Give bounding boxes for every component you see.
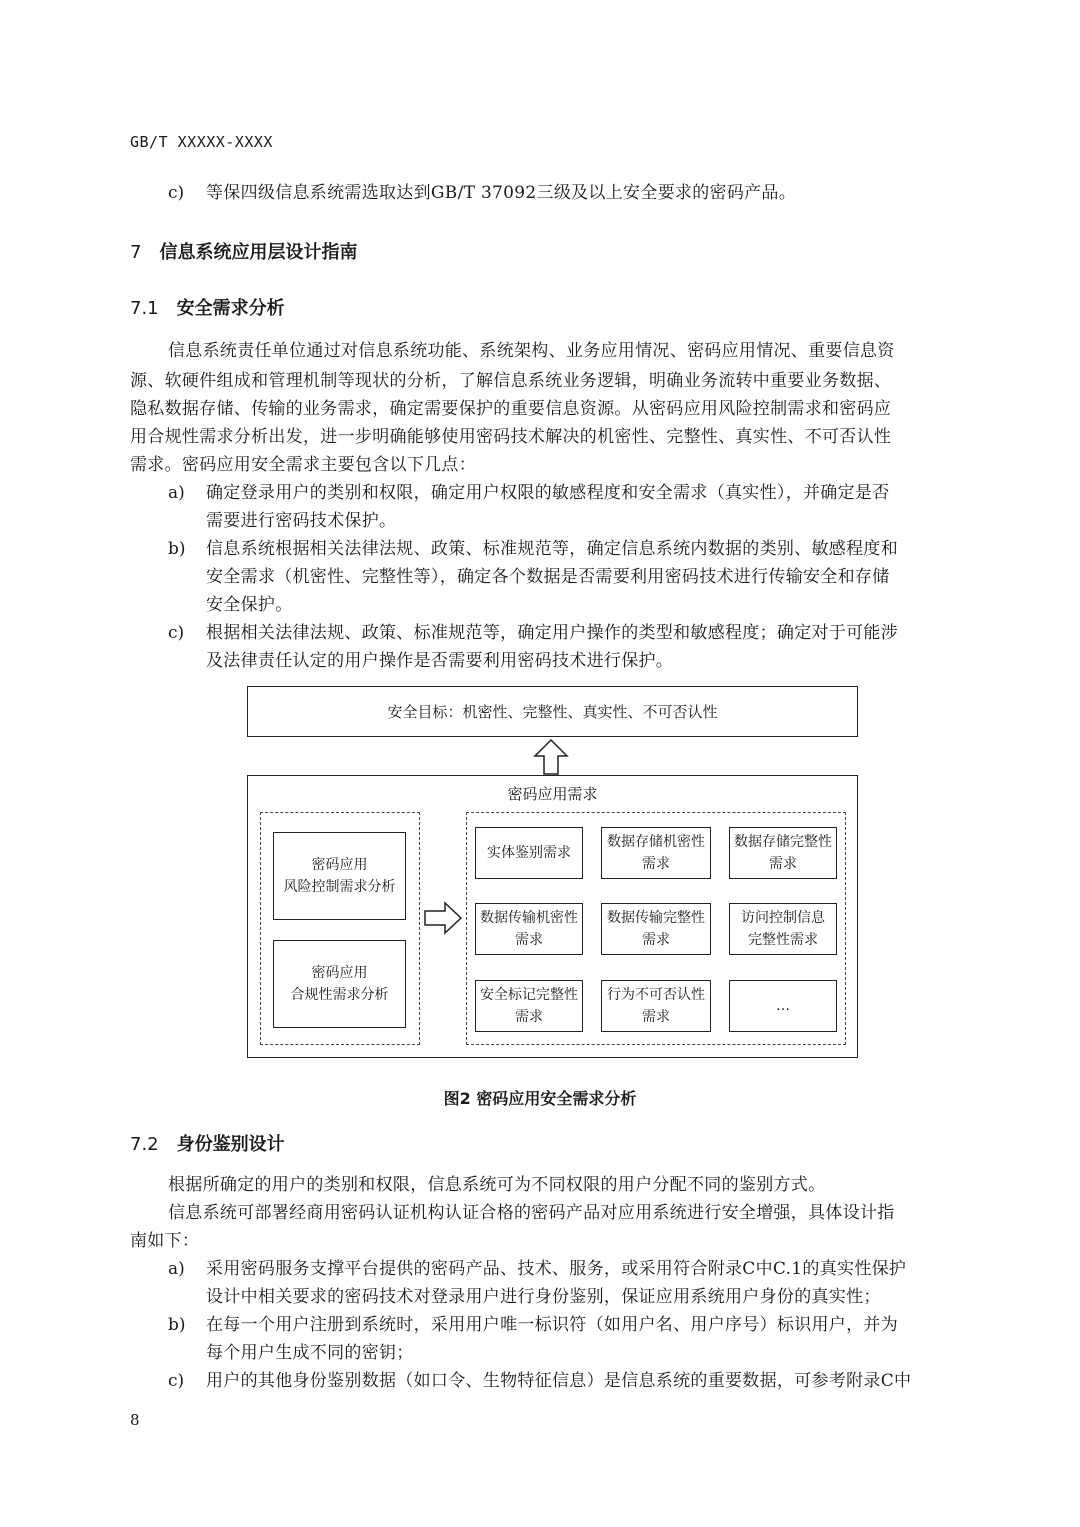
- paragraph-line: 信息系统责任单位通过对信息系统功能、系统架构、业务应用情况、密码应用情况、重要信息资: [168, 341, 895, 361]
- section-number: 7: [130, 242, 142, 263]
- requirement-box: 行为不可否认性 需求: [601, 980, 711, 1032]
- list-item-text: 用户的其他身份鉴别数据（如口令、生物特征信息）是信息系统的重要数据，可参考附录C中: [206, 1371, 912, 1391]
- paragraph-line: 根据所确定的用户的类别和权限，信息系统可为不同权限的用户分配不同的鉴别方式。: [168, 1175, 826, 1195]
- list-marker: a): [168, 1259, 185, 1279]
- list-marker: b): [168, 539, 186, 559]
- list-item-text: 等保四级信息系统需选取达到GB/T 37092三级及以上安全要求的密码产品。: [206, 183, 797, 203]
- requirement-box: 数据传输完整性 需求: [601, 903, 711, 955]
- paragraph-line: 用合规性需求分析出发，进一步明确能够使用密码技术解决的机密性、完整性、真实性、不可否认性: [130, 427, 892, 447]
- requirement-box: 安全标记完整性 需求: [475, 980, 583, 1032]
- section-number: 7.2: [130, 1134, 159, 1155]
- list-item-text: 确定登录用户的类别和权限，确定用户权限的敏感程度和安全需求（真实性），并确定是否: [206, 483, 890, 503]
- list-marker: a): [168, 483, 185, 503]
- compliance-analysis-box: 密码应用 合规性需求分析: [273, 940, 406, 1028]
- requirement-box: 数据传输机密性 需求: [475, 903, 583, 955]
- requirement-box: 访问控制信息 完整性需求: [729, 903, 837, 955]
- section-number: 7.1: [130, 298, 159, 319]
- list-item-text: 信息系统根据相关法律法规、政策、标准规范等，确定信息系统内数据的类别、敏感程度和: [206, 539, 898, 559]
- risk-control-analysis-box: 密码应用 风险控制需求分析: [273, 832, 406, 920]
- right-arrow-icon: [424, 902, 462, 934]
- requirements-title: 密码应用需求: [507, 785, 598, 803]
- section-title: 信息系统应用层设计指南: [159, 242, 358, 263]
- list-item-text: 安全需求（机密性、完整性等），确定各个数据是否需要利用密码技术进行传输安全和存储: [206, 567, 890, 587]
- requirement-box: 数据存储完整性 需求: [729, 827, 837, 879]
- page-number: 8: [130, 1411, 140, 1429]
- list-item-text: 需要进行密码技术保护。: [206, 511, 397, 531]
- list-item-text: 设计中相关要求的密码技术对登录用户进行身份鉴别，保证应用系统用户身份的真实性；: [206, 1287, 881, 1307]
- list-marker: b): [168, 1315, 186, 1335]
- paragraph-line: 南如下：: [130, 1231, 200, 1251]
- figure-caption: 图2 密码应用安全需求分析: [443, 1089, 637, 1108]
- requirement-box: 实体鉴别需求: [475, 827, 583, 879]
- list-marker: c): [168, 183, 185, 203]
- list-marker: c): [168, 1371, 185, 1391]
- list-item-text: 采用密码服务支撑平台提供的密码产品、技术、服务，或采用符合附录C中C.1的真实性保护: [206, 1259, 907, 1279]
- paragraph-line: 源、软硬件组成和管理机制等现状的分析，了解信息系统业务逻辑，明确业务流转中重要业务数据、: [130, 371, 892, 391]
- list-item-text: 根据相关法律法规、政策、标准规范等，确定用户操作的类型和敏感程度；确定对于可能涉: [206, 623, 898, 643]
- section-title: 身份鉴别设计: [176, 1134, 285, 1155]
- requirement-box: 数据存储机密性 需求: [601, 827, 711, 879]
- section-7-heading: [130, 238, 357, 264]
- list-item-text: 安全保护。: [206, 595, 293, 615]
- section-title: 安全需求分析: [176, 298, 285, 319]
- section-7-1-heading: [130, 294, 285, 320]
- up-arrow-icon: [534, 739, 568, 775]
- list-marker: c): [168, 623, 185, 643]
- security-goal-box: 安全目标：机密性、完整性、真实性、不可否认性: [247, 686, 858, 737]
- list-item-text: 及法律责任认定的用户操作是否需要利用密码技术进行保护。: [206, 651, 674, 671]
- paragraph-line: 信息系统可部署经商用密码认证机构认证合格的密码产品对应用系统进行安全增强，具体设计指: [168, 1203, 895, 1223]
- standard-number: GB/T XXXXX-XXXX: [130, 133, 273, 151]
- paragraph-line: 隐私数据存储、传输的业务需求，确定需要保护的重要信息资源。从密码应用风险控制需求和密码应: [130, 399, 892, 419]
- list-item-text: 在每一个用户注册到系统时，采用用户唯一标识符（如用户名、用户序号）标识用户，并为: [206, 1315, 898, 1335]
- section-7-2-heading: [130, 1130, 285, 1156]
- requirement-box-ellipsis: …: [729, 980, 837, 1032]
- paragraph-line: 需求。密码应用安全需求主要包含以下几点：: [130, 455, 476, 475]
- list-item-text: 每个用户生成不同的密钥；: [206, 1343, 414, 1363]
